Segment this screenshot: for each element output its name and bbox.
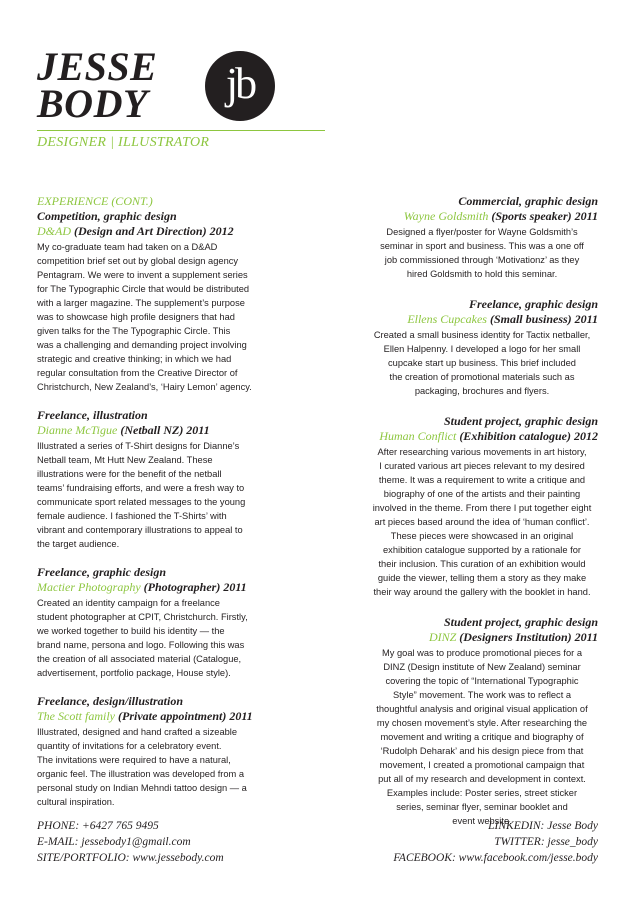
description-line: job commissioned through ‘Motivationz’ as they <box>384 255 580 265</box>
description-line: thoughtful analysis and original visual application of <box>376 704 588 714</box>
client-name: The Scott family <box>37 709 115 723</box>
entry-role: Freelance, graphic design <box>469 297 598 311</box>
description-line: covering the topic of “International Typographic <box>385 676 579 686</box>
description-line: regular consultation from the Creative Director of <box>37 368 238 378</box>
client-name: Dianne McTigue <box>37 423 118 437</box>
first-name: JESSE <box>37 44 158 89</box>
experience-entry <box>37 565 272 680</box>
description-line: their way around the gallery with the booklet in hand. <box>373 587 591 597</box>
description-line: Created an identity campaign for a freelance <box>37 598 220 608</box>
name-heading <box>37 44 158 126</box>
description-line: Designed a flyer/poster for Wayne Goldsmith’s <box>386 227 578 237</box>
description-line: illustrations were for the benefit of the netball <box>37 469 222 479</box>
description-line: Pentagram. We were to invent a supplement series <box>37 270 248 280</box>
client-name: Human Conflict <box>379 429 457 443</box>
description-line: After researching various movements in art history, <box>377 447 587 457</box>
description-line: theme. It was a requirement to write a critique and <box>378 475 586 485</box>
description-line: cultural inspiration. <box>37 797 115 807</box>
client-name: Wayne Goldsmith <box>403 209 489 223</box>
facebook-link[interactable]: FACEBOOK: www.facebook.com/jesse.body <box>393 852 598 864</box>
description-line: the creation of promotional materials such as <box>389 372 575 382</box>
description-line: personal study on Indian Mehndi tattoo design — a <box>37 783 247 793</box>
entry-role: Freelance, design/illustration <box>37 694 184 708</box>
description-line: My co-graduate team had taken on a D&AD <box>37 242 218 252</box>
entry-client <box>37 708 272 724</box>
description-line: Christchurch, New Zealand’s, ‘Hairy Lemon’ agency. <box>37 382 252 392</box>
experience-entry <box>37 408 272 551</box>
entry-description <box>366 328 598 398</box>
description-line: was to showcase high profile designers that had <box>37 312 235 322</box>
description-line: I curated various art pieces relevant to my desired <box>379 461 585 471</box>
section-label: EXPERIENCE (CONT.) <box>37 194 153 208</box>
description-line: exhibition catalogue supported by a rationale for <box>383 545 581 555</box>
description-line: was a challenging and demanding project involving <box>37 340 247 350</box>
description-line: competition brief set out by global design agency <box>37 256 239 266</box>
linkedin-link[interactable]: LINKEDIN: Jesse Body <box>488 820 598 832</box>
client-detail: (Design and Art Direction) 2012 <box>74 224 234 238</box>
description-line: hired Goldsmith to hold this seminar. <box>406 269 558 279</box>
description-line: seminar in sport and business. This was a one off <box>380 241 584 251</box>
description-line: quantity of invitations for a celebratory event. <box>37 741 222 751</box>
entry-description <box>37 240 272 394</box>
client-name: DINZ <box>428 630 457 644</box>
description-line: student photographer at CPIT, Christchurch. Firstly, <box>37 612 248 622</box>
entry-description <box>366 445 598 599</box>
client-name: Ellens Cupcakes <box>407 312 487 326</box>
description-line: the creation of all associated material (Catalogue, <box>37 654 242 664</box>
description-line: put all of my research and development in context. <box>378 774 586 784</box>
entry-client <box>366 428 598 444</box>
entry-description <box>37 596 272 680</box>
logo-monogram: jb <box>225 59 255 108</box>
client-name: D&AD <box>37 224 71 238</box>
entry-role: Competition, graphic design <box>37 209 177 223</box>
description-line: advertisement, portfolio package, House style). <box>37 668 231 678</box>
entry-role: Student project, graphic design <box>443 615 598 629</box>
description-line: art pieces based around the idea of ‘human conflict’. <box>374 517 590 527</box>
contact-info <box>37 818 224 866</box>
entry-description <box>37 725 272 809</box>
description-line: biography of one of the artists and their painting <box>383 489 581 499</box>
jb-logo-icon <box>205 51 275 121</box>
description-line: series, seminar flyer, seminar booklet and <box>396 802 568 812</box>
right-entries <box>366 194 598 828</box>
description-line: These pieces were showcased in an original <box>390 531 574 541</box>
description-line: vibrant and contemporary illustrations to appeal to <box>37 525 243 535</box>
description-line: Illustrated, designed and hand crafted a sizeable <box>37 727 238 737</box>
description-line: involved in the theme. From there I put together eight <box>372 503 592 513</box>
description-line: Illustrated a series of T-Shirt designs for Dianne’s <box>37 441 240 451</box>
client-detail: (Private appointment) 2011 <box>118 709 253 723</box>
description-line: ‘Rudolph Deharak’ and his design piece from that <box>380 746 584 756</box>
description-line: teams’ fundraising efforts, and were a fresh way to <box>37 483 245 493</box>
site-link[interactable]: SITE/PORTFOLIO: www.jessebody.com <box>37 852 224 864</box>
entry-role: Commercial, graphic design <box>458 194 598 208</box>
description-line: my chosen movement’s style. After researching the <box>376 718 588 728</box>
description-line: The invitations were required to have a natural, <box>37 755 231 765</box>
entry-description <box>366 225 598 281</box>
description-line: female audience. I fashioned the T-Shirts’ with <box>37 511 227 521</box>
experience-entry <box>37 694 272 809</box>
entry-client <box>37 422 272 438</box>
description-line: guide the viewer, telling them a story as they make <box>377 573 587 583</box>
description-line: packaging, brochures and flyers. <box>414 386 550 396</box>
experience-entry <box>366 297 598 398</box>
entry-client <box>37 223 272 239</box>
description-line: brand name, persona and logo. Following this was <box>37 640 245 650</box>
description-line: My goal was to produce promotional pieces for a <box>382 648 582 658</box>
experience-entry <box>366 194 598 281</box>
description-line: the target audience. <box>37 539 120 549</box>
description-line: organic feel. The illustration was developed from a <box>37 769 245 779</box>
description-line: strategic and creative thinking; in which we had <box>37 354 232 364</box>
email[interactable]: E-MAIL: jessebody1@gmail.com <box>37 836 191 848</box>
experience-entry <box>37 209 272 394</box>
entry-role: Freelance, illustration <box>37 408 148 422</box>
entry-client <box>366 629 598 645</box>
description-line: Ellen Halpenny. I developed a logo for her small <box>383 344 581 354</box>
client-detail: (Netball NZ) 2011 <box>120 423 210 437</box>
header-divider <box>37 130 325 131</box>
description-line: with a larger magazine. The supplement’s purpose <box>37 298 245 308</box>
left-entries <box>37 209 272 809</box>
client-name: Mactier Photography <box>37 580 141 594</box>
last-name: BODY <box>37 81 148 126</box>
description-line: communicate sport related messages to the young <box>37 497 246 507</box>
description-line: event website. <box>452 816 512 826</box>
experience-entry <box>366 615 598 828</box>
description-line: movement, I created a promotional campaign that <box>379 760 585 770</box>
description-line: Netball team, Mt Hutt New Zealand. These <box>37 455 213 465</box>
entry-client <box>37 579 272 595</box>
phone: PHONE: +6427 765 9495 <box>37 820 159 832</box>
description-line: Created a small business identity for Tactix netballer, <box>373 330 591 340</box>
client-detail: (Exhibition catalogue) 2012 <box>459 429 598 443</box>
right-column <box>366 194 598 844</box>
entry-client <box>366 208 598 224</box>
description-line: for The Typographic Circle that would be distributed <box>37 284 250 294</box>
description-line: given talks for the The Typographic Circle. This <box>37 326 231 336</box>
entry-description <box>366 646 598 828</box>
twitter-link[interactable]: TWITTER: jesse_body <box>494 836 598 848</box>
description-line: we worked together to build his identity — the <box>37 626 225 636</box>
entry-client <box>366 311 598 327</box>
client-detail: (Photographer) 2011 <box>143 580 247 594</box>
job-title: DESIGNER | ILLUSTRATOR <box>37 135 210 150</box>
entry-description <box>37 439 272 551</box>
description-line: cupcake start up business. This brief included <box>388 358 576 368</box>
client-detail: (Small business) 2011 <box>489 312 598 326</box>
social-info <box>393 818 598 866</box>
description-line: their inclusion. This curation of an exhibition would <box>378 559 586 569</box>
description-line: Style” movement. The work was to reflect a <box>392 690 572 700</box>
description-line: DINZ (Design institute of New Zealand) seminar <box>383 662 581 672</box>
description-line: movement and writing a critique and biography of <box>380 732 584 742</box>
entry-role: Freelance, graphic design <box>37 565 166 579</box>
experience-entry <box>366 414 598 599</box>
description-line: Examples include: Poster series, street sticker <box>386 788 578 798</box>
client-detail: (Designers Institution) 2011 <box>459 630 598 644</box>
entry-role: Student project, graphic design <box>443 414 598 428</box>
left-column <box>37 194 272 823</box>
client-detail: (Sports speaker) 2011 <box>491 209 598 223</box>
